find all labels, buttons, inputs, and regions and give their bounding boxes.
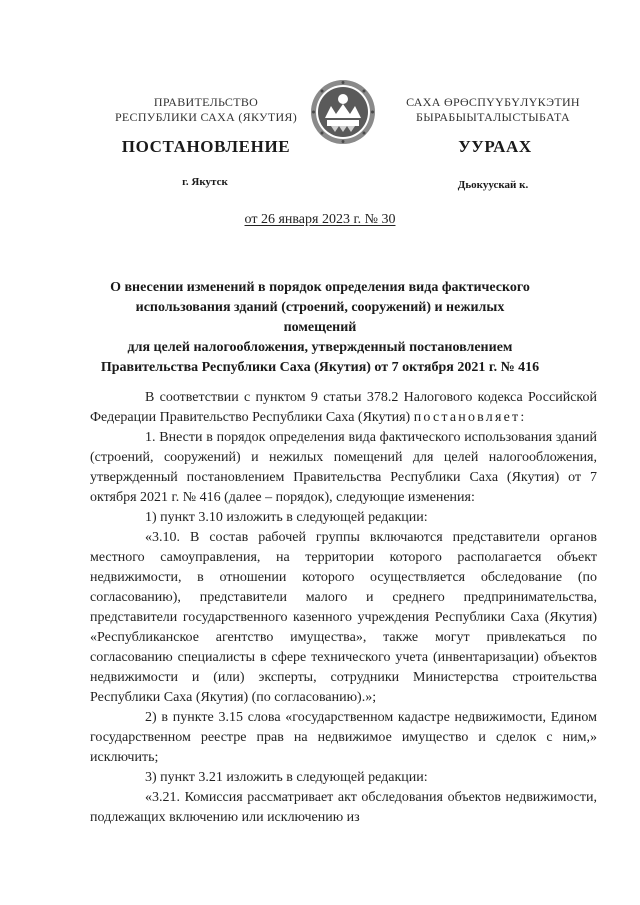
date-and-number — [0, 212, 640, 228]
heading-line-1: О внесении изменений в порядок определения вида фактического — [110, 280, 530, 295]
right-organization-name — [388, 95, 598, 125]
right-org-line-2: БЫРАБЫЫТАЛЫСТЫБАТА — [416, 110, 570, 124]
left-organization-name — [92, 95, 320, 125]
paragraph-subitem-1: 1) пункт 3.10 изложить в следующей редакции: — [145, 510, 428, 525]
paragraph-item-1: 1. Внести в порядок определения вида фактического использования зданий (строений, сооружений) и нежилых помещений для целей налогообложения, утвержденный постановлением Правительства Республики Саха (Якутия) от 7 октября 2021 г. № 416 (далее – порядок), следующие изменения: — [90, 430, 597, 505]
document-body — [90, 388, 597, 828]
paragraph-subitem-3: 3) пункт 3.21 изложить в следующей редакции: — [145, 770, 428, 785]
heading-line-4: Правительства Республики Саха (Якутия) от 7 октября 2021 г. № 416 — [100, 360, 540, 375]
left-org-line-1: ПРАВИТЕЛЬСТВО — [153, 95, 259, 109]
coat-of-arms-emblem — [309, 78, 377, 146]
paragraph-clause-3-21: «3.21. Комиссия рассматривает акт обследования объектов недвижимости, подлежащих включению или исключению из — [90, 790, 597, 825]
document-type-title-sah: УУРААХ — [458, 137, 532, 156]
city-sah: Дьокуускай к. — [457, 179, 529, 191]
heading-line-3: для целей налогообложения, утвержденный постановлением — [127, 340, 513, 355]
resolves-word: постановляет: — [413, 410, 527, 425]
heading-line-2: использования зданий (строений, сооружений) и нежилых помещений — [135, 300, 505, 335]
preamble-text: В соответствии с пунктом 9 статьи 378.2 Налогового кодекса Российской Федерации Правительство Республики Саха (Якутия) — [90, 390, 597, 425]
paragraph-clause-3-10: «3.10. В состав рабочей группы включаются представители органов местного самоуправления, на территории которого располагается объект недвижимости, в отношении которого осуществляется обследование (по согласованию), представители малого и среднего предпринимательства, представители государственного казенного учреждения Республики Саха (Якутия) «Республиканское агентство имущества», также могут привлекаться по согласованию специалисты в сфере технического учета (инвентаризации) объектов недвижимости и (или) эксперты, сотрудники Министерства строительства Республики Саха (Якутия) (по согласованию).»; — [90, 530, 597, 705]
document-heading — [100, 278, 540, 378]
city-ru: г. Якутск — [182, 176, 228, 188]
left-org-line-2: РЕСПУБЛИКИ САХА (ЯКУТИЯ) — [114, 110, 298, 124]
right-org-line-1: САХА ӨРӨСПҮҮБҮЛҮКЭТИН — [406, 95, 580, 109]
paragraph-subitem-2: 2) в пункте 3.15 слова «государственном кадастре недвижимости, Едином государственном реестре прав на недвижимое имущество и сделок с ним,» исключить; — [90, 710, 597, 765]
document-type-title-ru: ПОСТАНОВЛЕНИЕ — [121, 137, 291, 156]
date-number-text: от 26 января 2023 г. № 30 — [244, 212, 396, 227]
paragraph-preamble — [90, 388, 597, 428]
